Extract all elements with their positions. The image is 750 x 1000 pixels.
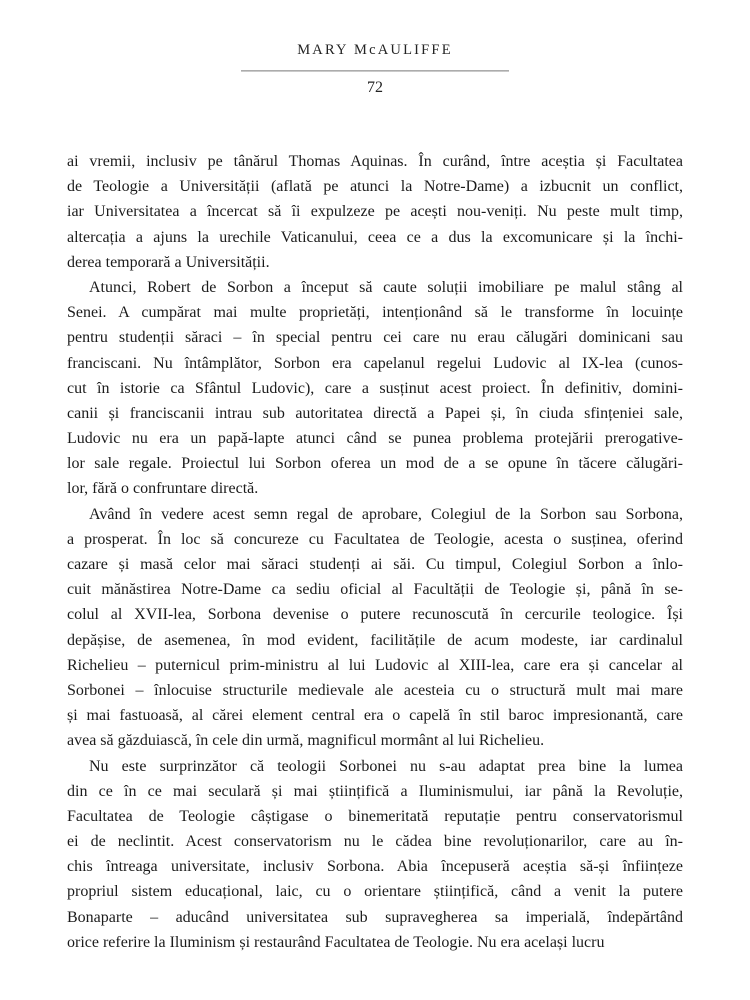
text-line-p3-l9: și mai fastuoasă, al cărei element central era o capelă în stil baroc impresionantă, care: [67, 707, 683, 725]
text-line-p4-l4: ei de neclintit. Acest conservatorism nu le cădea bine revoluționarilor, care au în-: [67, 833, 683, 851]
text-line-p3-l8: Sorbonei – înlocuise structurile medievale ale acesteia cu o structură mult mai mare: [67, 681, 683, 699]
text-line-p3-l3: cazare și masă celor mai săraci studenți ai săi. Cu timpul, Colegiul Sorbon a înlo-: [67, 556, 683, 573]
text-line-p4-l1: Nu este surprinzător că teologii Sorbonei nu s-au adaptat prea bine la lumea: [89, 757, 683, 775]
text-line-p4-l3: Facultatea de Teologie câștigase o binemeritată reputație pentru conservatorismul: [67, 807, 683, 825]
text-line-p4-l8: orice referire la Iluminism și restaurând Facultatea de Teologie. Nu era același lucru: [67, 933, 605, 951]
text-line-p3-l2: a prosperat. În loc să concureze cu Facultatea de Teologie, acesta o susținea, oferind: [67, 530, 683, 548]
text-line-p3-l4: cuit mănăstirea Notre-Dame ca sediu oficial al Facultății de Teologie și, până în se-: [67, 581, 683, 599]
text-line-p2-l4: franciscani. Nu întâmplător, Sorbon era capelanul regelui Ludovic al IX-lea (cunos-: [67, 354, 683, 372]
page-number: 72: [367, 79, 383, 96]
body-text: [67, 149, 683, 955]
text-line-p3-l6: depășise, de asemenea, în mod evident, facilitățile de acum modeste, iar cardinalul: [67, 631, 683, 649]
text-line-p1-l1: ai vremii, inclusiv pe tânărul Thomas Aquinas. În curând, între aceștia și Facultatea: [67, 153, 683, 170]
header-divider-rule: [241, 70, 509, 72]
text-line-p3-l5: colul al XVII-lea, Sorbona devenise o putere recunoscută în cercurile teologice. Își: [67, 606, 683, 624]
text-line-p2-l3: pentru studenții săraci – în special pentru cei care nu erau călugări dominicani sau: [67, 329, 683, 347]
text-line-p3-l1: Având în vedere acest semn regal de aprobare, Colegiul de la Sorbon sau Sorbona,: [89, 505, 683, 523]
text-line-p1-l5: derea temporară a Universității.: [67, 253, 270, 271]
text-line-p4-l5: chis întreaga universitate, inclusiv Sorbona. Abia începuseră aceștia să-și înființeze: [67, 858, 683, 876]
text-line-p4-l2: din ce în ce mai seculară și mai științifică a Iluminismului, iar până la Revoluție,: [67, 782, 683, 800]
text-line-p3-l10: avea să găzduiască, în cele din urmă, magnificul mormânt al lui Richelieu.: [67, 732, 545, 750]
text-line-p1-l3: iar Universitatea a încercat să îi expulzeze pe acești nou-veniți. Nu peste mult timp,: [67, 203, 683, 221]
text-line-p1-l2: de Teologie a Universității (aflată pe atunci la Notre-Dame) a izbucnit un conflict,: [67, 178, 683, 196]
text-line-p2-l6: canii și franciscanii intrau sub autoritatea directă a Papei și, în ciuda sfințeniei sale,: [67, 404, 683, 422]
text-line-p2-l9: lor, fără o confruntare directă.: [67, 480, 259, 498]
text-line-p4-l7: Bonaparte – aducând universitatea sub supravegherea sa imperială, îndepărtând: [67, 908, 683, 926]
text-line-p2-l1: Atunci, Robert de Sorbon a început să caute soluții imobiliare pe malul stâng al: [89, 278, 683, 296]
text-line-p1-l4: altercația a ajuns la urechile Vaticanului, ceea ce a dus la excomunicare și la închi-: [67, 228, 683, 246]
text-line-p2-l2: Senei. A cumpărat mai multe proprietăți, intenționând să le transforme în locuințe: [67, 304, 683, 322]
text-line-p4-l6: propriul sistem educațional, laic, cu o orientare științifică, când a venit la putere: [67, 883, 683, 901]
page-header: [0, 41, 750, 98]
text-line-p3-l7: Richelieu – puternicul prim-ministru al lui Ludovic al XIII-lea, care era și cancelar al: [67, 656, 683, 674]
text-line-p2-l5: cut în istorie ca Sfântul Ludovic), care a susținut acest proiect. În definitiv, domini-: [67, 379, 683, 397]
running-head-author: MARY McAULIFFE: [297, 42, 453, 58]
text-line-p2-l8: lor sale regale. Proiectul lui Sorbon oferea un mod de a se opune în tăcere călugări-: [67, 455, 683, 473]
text-line-p2-l7: Ludovic nu era un papă-lapte atunci când se punea problema protejării prerogative-: [67, 430, 683, 448]
